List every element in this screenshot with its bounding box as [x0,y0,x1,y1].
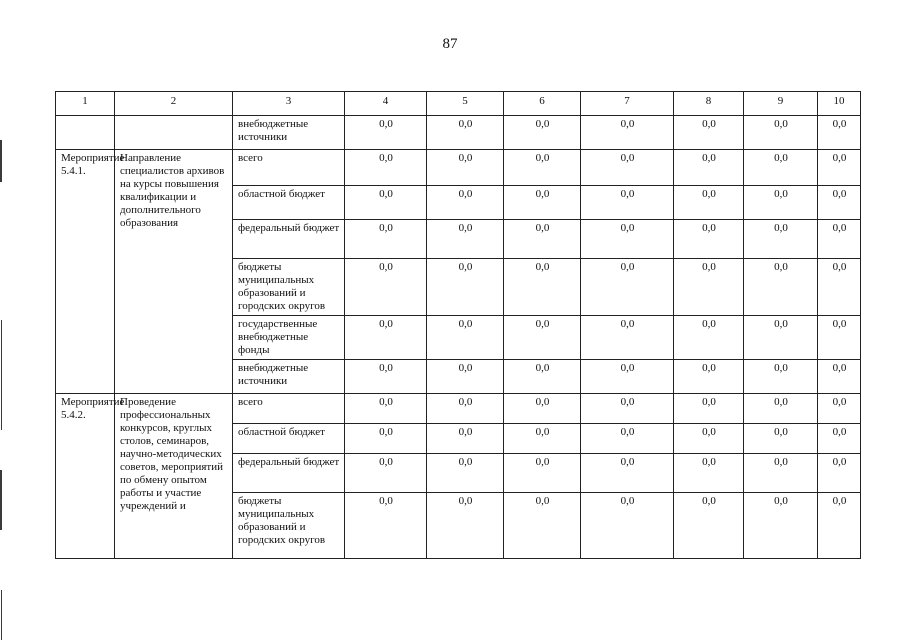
value-cell: 0,0 [427,116,504,150]
value-cell: 0,0 [504,186,581,220]
value-cell: 0,0 [744,150,818,186]
value-cell: 0,0 [427,360,504,394]
funding-source-cell: внебюджетные источники [233,360,345,394]
value-cell: 0,0 [345,360,427,394]
funding-source-cell: государственные внебюджетные фонды [233,316,345,360]
value-cell: 0,0 [504,259,581,316]
value-cell: 0,0 [581,360,674,394]
value-cell: 0,0 [674,454,744,493]
value-cell: 0,0 [581,116,674,150]
value-cell: 0,0 [504,316,581,360]
value-cell: 0,0 [818,116,861,150]
page-number: 87 [442,36,458,52]
column-header: 10 [818,92,861,116]
column-header: 9 [744,92,818,116]
column-header: 4 [345,92,427,116]
value-cell: 0,0 [674,186,744,220]
funding-source-cell: областной бюджет [233,424,345,454]
value-cell: 0,0 [345,316,427,360]
funding-source-cell: бюджеты муниципальных образований и городских округов [233,493,345,559]
value-cell: 0,0 [818,493,861,559]
value-cell: 0,0 [427,493,504,559]
value-cell: 0,0 [581,259,674,316]
value-cell: 0,0 [345,259,427,316]
value-cell: 0,0 [345,220,427,259]
value-cell: 0,0 [504,220,581,259]
value-cell: 0,0 [581,493,674,559]
value-cell: 0,0 [427,220,504,259]
value-cell: 0,0 [744,316,818,360]
column-number-row [56,92,861,116]
value-cell: 0,0 [345,150,427,186]
value-cell: 0,0 [818,454,861,493]
value-cell: 0,0 [744,424,818,454]
value-cell: 0,0 [427,186,504,220]
value-cell: 0,0 [818,220,861,259]
column-header: 8 [674,92,744,116]
measure-name-cell: Проведение профессиональных конкурсов, круглых столов, семинаров, научно-методических советов, мероприятий по обмену опытом работы и участие учреждений и [115,394,233,559]
measure-code-cell [56,116,115,150]
column-header: 1 [56,92,115,116]
funding-source-cell: бюджеты муниципальных образований и городских округов [233,259,345,316]
value-cell: 0,0 [581,220,674,259]
table-row [56,150,861,186]
value-cell: 0,0 [818,360,861,394]
measure-name-cell [115,116,233,150]
value-cell: 0,0 [504,360,581,394]
funding-source-cell: федеральный бюджет [233,220,345,259]
measure-code-cell: Мероприятие 5.4.1. [56,150,115,394]
scan-edge-mark [0,470,2,530]
value-cell: 0,0 [674,316,744,360]
value-cell: 0,0 [674,220,744,259]
value-cell: 0,0 [504,150,581,186]
funding-source-cell: областной бюджет [233,186,345,220]
value-cell: 0,0 [674,360,744,394]
table-row [56,394,861,424]
value-cell: 0,0 [674,150,744,186]
column-header: 3 [233,92,345,116]
value-cell: 0,0 [504,424,581,454]
value-cell: 0,0 [345,493,427,559]
value-cell: 0,0 [818,259,861,316]
scan-edge-mark [0,140,2,182]
value-cell: 0,0 [581,316,674,360]
value-cell: 0,0 [674,259,744,316]
value-cell: 0,0 [744,220,818,259]
value-cell: 0,0 [504,454,581,493]
value-cell: 0,0 [581,186,674,220]
value-cell: 0,0 [581,454,674,493]
column-header: 5 [427,92,504,116]
funding-source-cell: всего [233,150,345,186]
value-cell: 0,0 [818,150,861,186]
value-cell: 0,0 [744,186,818,220]
column-header: 6 [504,92,581,116]
value-cell: 0,0 [345,394,427,424]
value-cell: 0,0 [504,394,581,424]
value-cell: 0,0 [427,454,504,493]
table-row [56,116,861,150]
funding-source-cell: федеральный бюджет [233,454,345,493]
funding-source-cell: всего [233,394,345,424]
funding-source-cell: внебюджетные источники [233,116,345,150]
value-cell: 0,0 [744,116,818,150]
value-cell: 0,0 [345,454,427,493]
value-cell: 0,0 [427,424,504,454]
value-cell: 0,0 [674,116,744,150]
budget-table [55,91,861,559]
value-cell: 0,0 [744,394,818,424]
measure-name-cell: Направление специалистов архивов на курсы повышения квалификации и дополнительного образования [115,150,233,394]
value-cell: 0,0 [427,259,504,316]
column-header: 2 [115,92,233,116]
scan-edge-mark [1,590,2,640]
value-cell: 0,0 [504,493,581,559]
value-cell: 0,0 [345,424,427,454]
column-header: 7 [581,92,674,116]
value-cell: 0,0 [581,394,674,424]
value-cell: 0,0 [744,259,818,316]
value-cell: 0,0 [818,316,861,360]
value-cell: 0,0 [427,316,504,360]
value-cell: 0,0 [504,116,581,150]
value-cell: 0,0 [427,150,504,186]
value-cell: 0,0 [345,186,427,220]
value-cell: 0,0 [818,424,861,454]
value-cell: 0,0 [744,493,818,559]
value-cell: 0,0 [818,186,861,220]
value-cell: 0,0 [345,116,427,150]
value-cell: 0,0 [674,394,744,424]
value-cell: 0,0 [744,360,818,394]
value-cell: 0,0 [581,150,674,186]
value-cell: 0,0 [674,424,744,454]
value-cell: 0,0 [674,493,744,559]
value-cell: 0,0 [818,394,861,424]
value-cell: 0,0 [744,454,818,493]
value-cell: 0,0 [581,424,674,454]
scan-edge-mark [1,320,2,430]
measure-code-cell: Мероприятие 5.4.2. [56,394,115,559]
value-cell: 0,0 [427,394,504,424]
